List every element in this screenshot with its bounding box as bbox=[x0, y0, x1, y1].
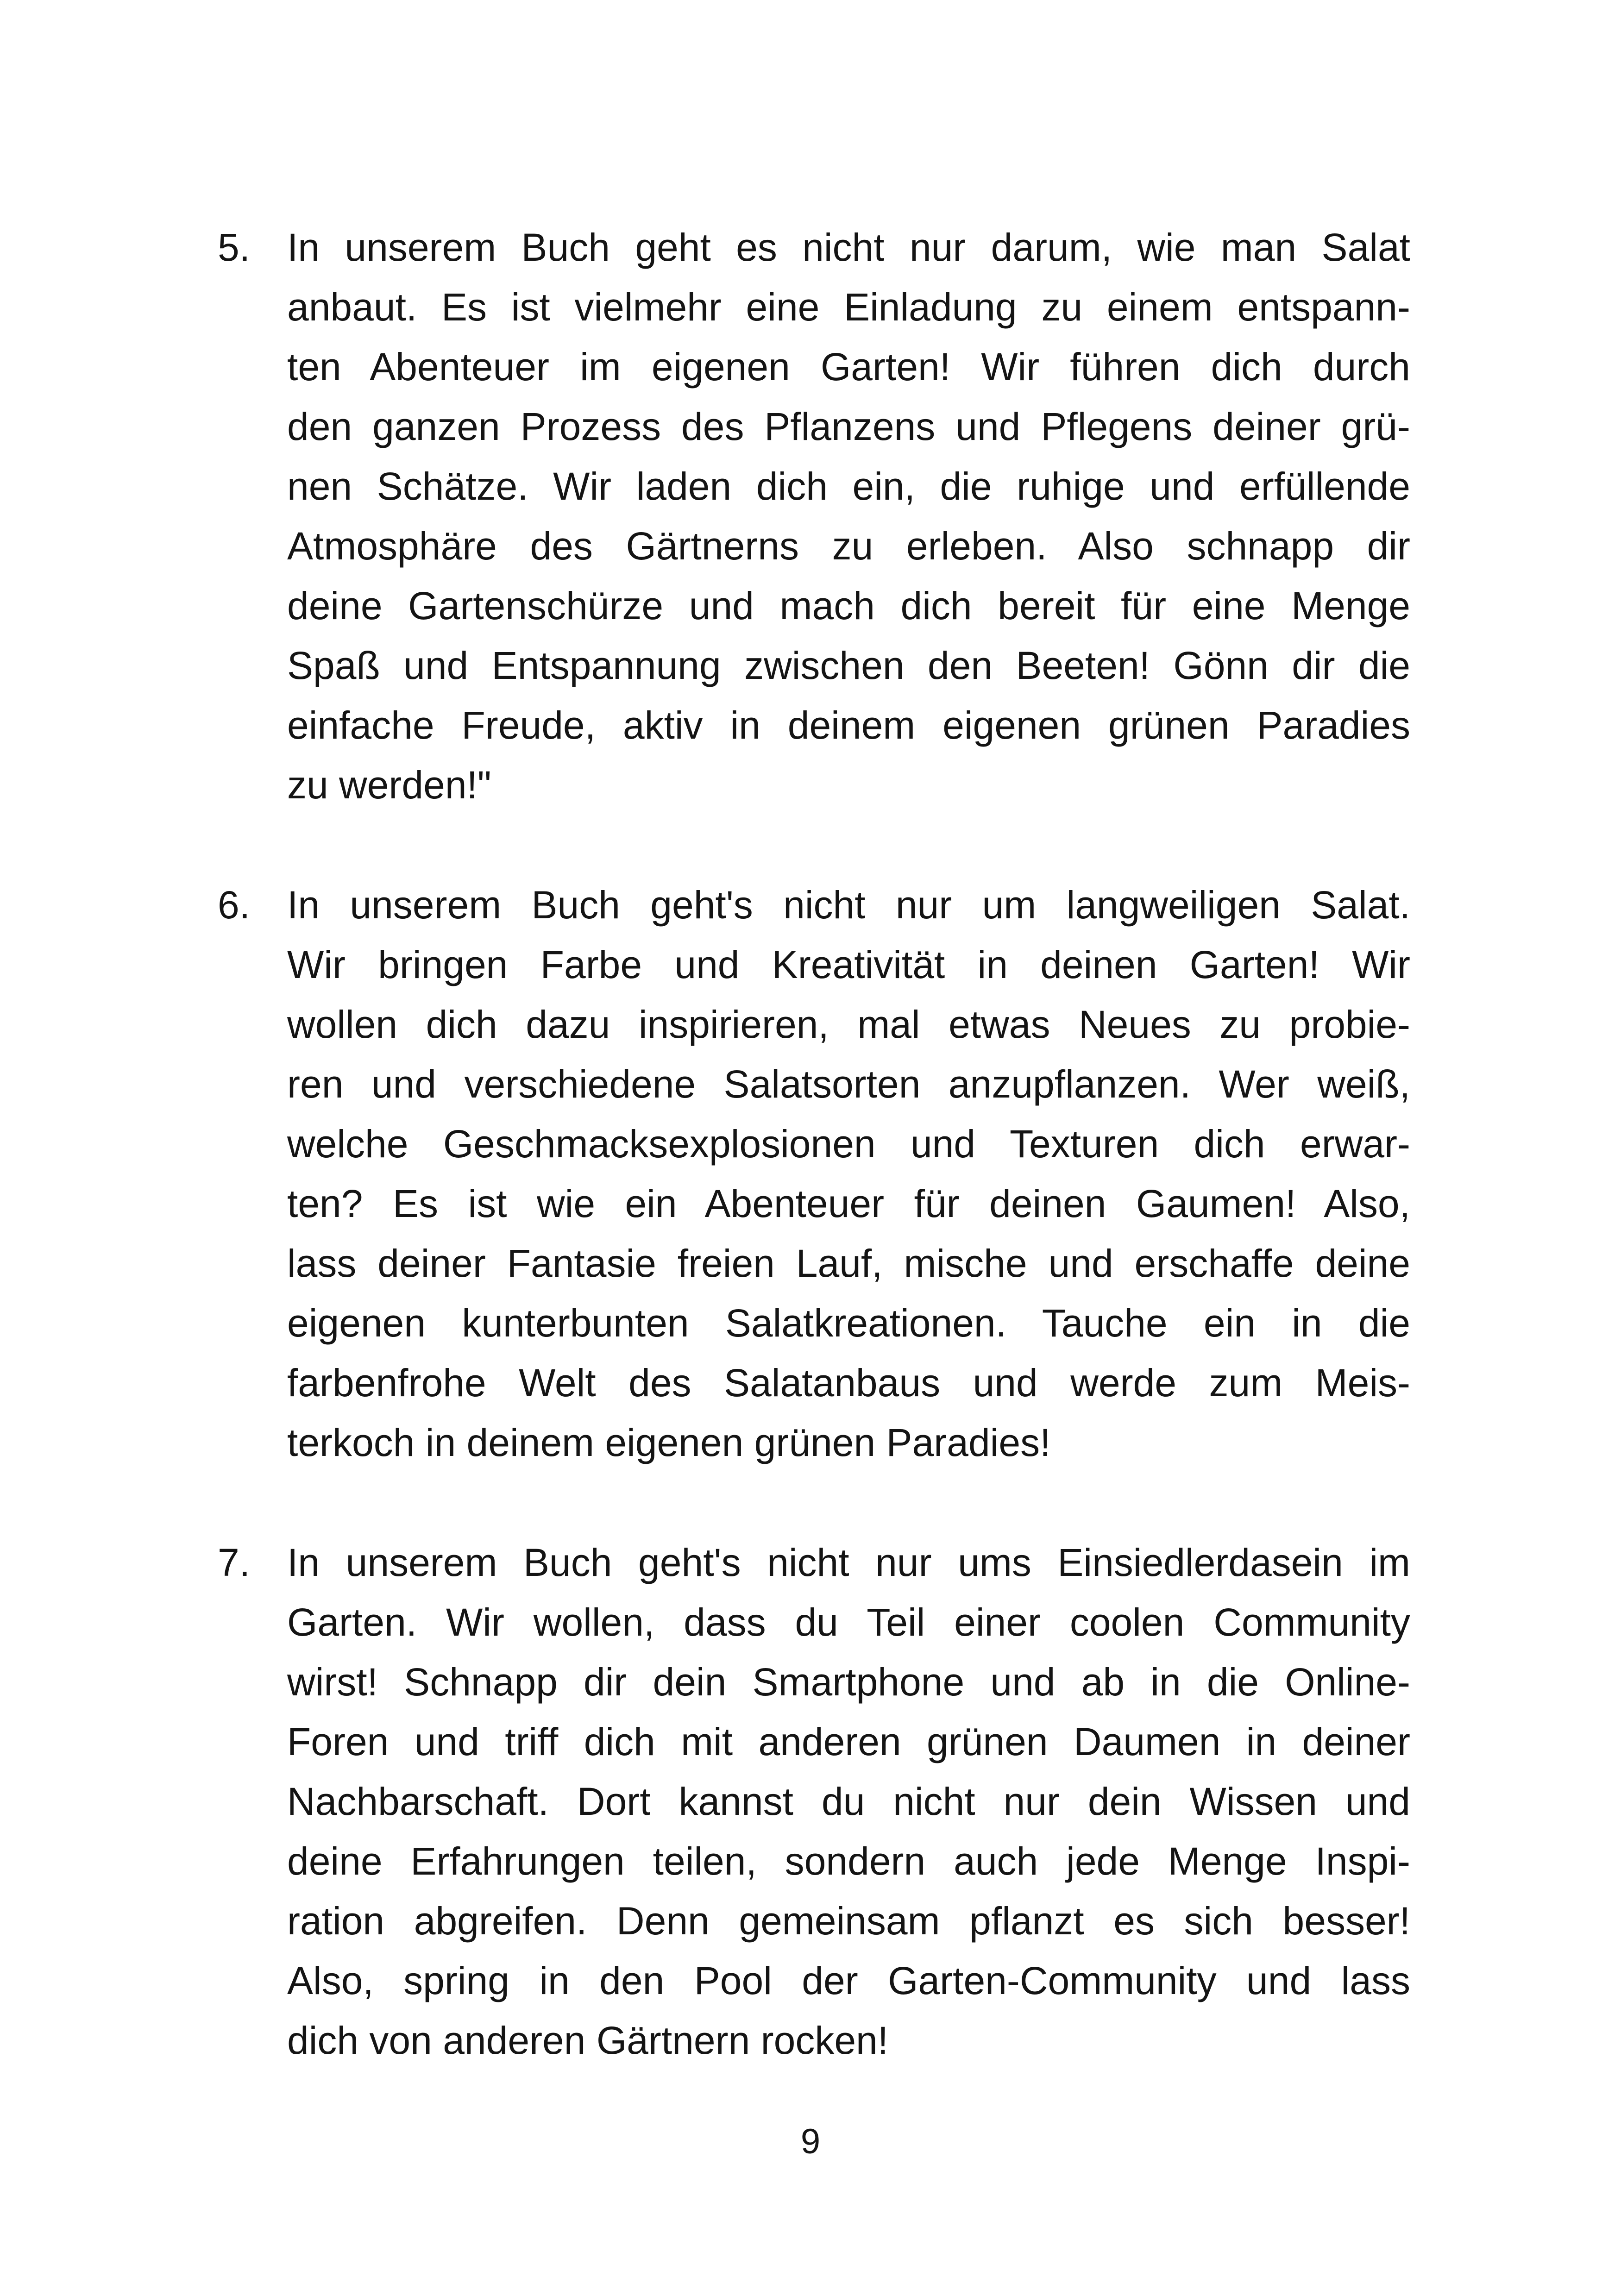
text-line: Also, spring in den Pool der Garten-Community und lass bbox=[287, 1959, 1410, 2002]
item-text bbox=[287, 218, 1410, 815]
text-line: ren und verschiedene Salatsorten anzupflanzen. Wer weiß, bbox=[287, 1062, 1410, 1106]
text-line: In unserem Buch geht es nicht nur darum, wie man Salat bbox=[287, 226, 1410, 269]
item-number: 5. bbox=[218, 226, 251, 269]
text-line: ten Abenteuer im eigenen Garten! Wir führen dich durch bbox=[287, 345, 1410, 389]
item-number: 7. bbox=[218, 1541, 251, 1584]
text-line: Atmosphäre des Gärtnerns zu erleben. Also schnapp dir bbox=[287, 524, 1410, 568]
text-line: Garten. Wir wollen, dass du Teil einer coolen Community bbox=[287, 1600, 1410, 1644]
page-number: 9 bbox=[800, 2122, 821, 2161]
text-line: den ganzen Prozess des Pflanzens und Pflegens deiner grü- bbox=[287, 405, 1410, 448]
text-line: einfache Freude, aktiv in deinem eigenen grünen Paradies bbox=[287, 703, 1410, 747]
text-line: eigenen kunterbunten Salatkreationen. Tauche ein in die bbox=[287, 1301, 1410, 1345]
text-line: wirst! Schnapp dir dein Smartphone und ab in die Online- bbox=[287, 1660, 1410, 1704]
text-line: Wir bringen Farbe und Kreativität in deinen Garten! Wir bbox=[287, 943, 1410, 986]
text-line: deine Erfahrungen teilen, sondern auch jede Menge Inspi- bbox=[287, 1839, 1410, 1883]
text-line: farbenfrohe Welt des Salatanbaus und werde zum Meis- bbox=[287, 1361, 1410, 1405]
text-line: nen Schätze. Wir laden dich ein, die ruhige und erfüllende bbox=[287, 464, 1410, 508]
text-line: Spaß und Entspannung zwischen den Beeten! Gönn dir die bbox=[287, 644, 1410, 687]
text-line: deine Gartenschürze und mach dich bereit für eine Menge bbox=[287, 584, 1410, 627]
text-line: zu werden!" bbox=[287, 763, 491, 807]
text-line: Nachbarschaft. Dort kannst du nicht nur dein Wissen und bbox=[287, 1780, 1410, 1823]
text-line: dich von anderen Gärtnern rocken! bbox=[287, 2019, 889, 2062]
text-line: In unserem Buch geht's nicht nur ums Einsiedlerdasein im bbox=[287, 1541, 1410, 1584]
list-item-6 bbox=[218, 875, 1410, 1473]
text-line: In unserem Buch geht's nicht nur um langweiligen Salat. bbox=[287, 883, 1410, 927]
text-line: ten? Es ist wie ein Abenteuer für deinen Gaumen! Also, bbox=[287, 1182, 1410, 1225]
text-line: anbaut. Es ist vielmehr eine Einladung zu einem entspann- bbox=[287, 285, 1410, 329]
item-text bbox=[287, 875, 1410, 1473]
text-line: terkoch in deinem eigenen grünen Paradies! bbox=[287, 1421, 1051, 1464]
text-line: Foren und triff dich mit anderen grünen Daumen in deiner bbox=[287, 1720, 1410, 1763]
item-text bbox=[287, 1533, 1410, 2070]
item-number: 6. bbox=[218, 883, 251, 927]
text-line: lass deiner Fantasie freien Lauf, mische und erschaffe deine bbox=[287, 1242, 1410, 1285]
text-line: ration abgreifen. Denn gemeinsam pflanzt es sich besser! bbox=[287, 1899, 1410, 1943]
list-item-5 bbox=[218, 218, 1410, 815]
text-line: wollen dich dazu inspirieren, mal etwas Neues zu probie- bbox=[287, 1003, 1410, 1046]
numbered-list bbox=[218, 218, 1410, 2131]
text-line: welche Geschmacksexplosionen und Texturen dich erwar- bbox=[287, 1122, 1410, 1166]
list-item-7 bbox=[218, 1533, 1410, 2070]
